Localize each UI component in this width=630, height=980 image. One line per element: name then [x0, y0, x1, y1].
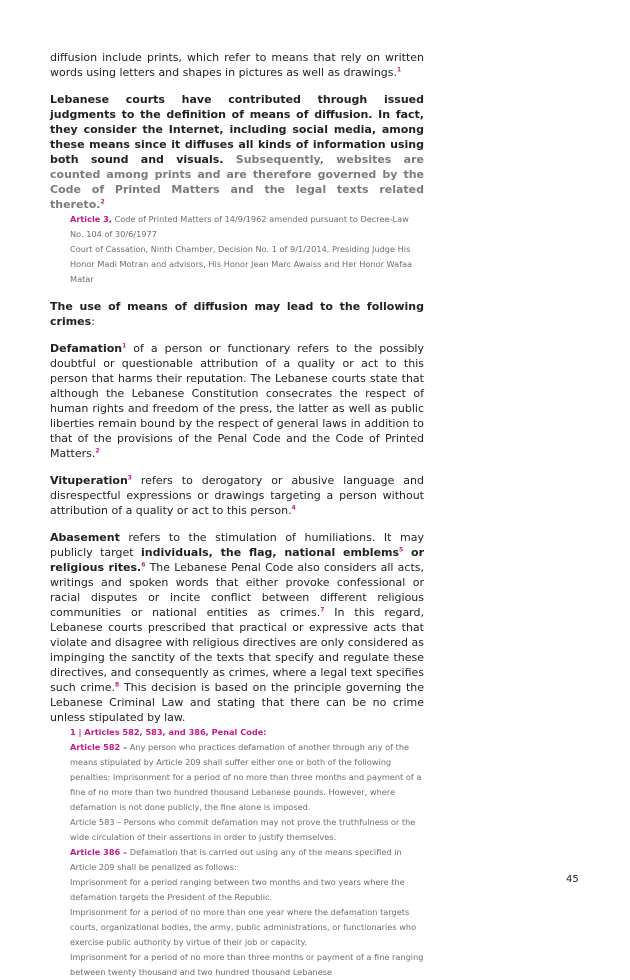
intro-paragraph — [50, 50, 424, 80]
footnote-ref[interactable]: 3 — [127, 474, 132, 482]
defamation-text: of a person or functionary refers to the possibly doubtful or questionable attribution of a quality or act to this person that harms their reputation. The Lebanese courts state that although the Lebanese Constitution consecrates the respect of human rights and freedom of the press, the latter as well as public liberties remain bound by the respect of general laws in addition to that of the provisions of the Penal Code and the Code of Printed Matters. — [50, 342, 424, 460]
footnote-penalty-2: Imprisonment for a period of no more than one year where the defamation targets courts, organizational bodies, the army, public administrations, or functionaries who exercise public authority by virtue of their job or capacity. — [70, 907, 417, 947]
footnote-text: Code of Printed Matters of 14/9/1962 amended pursuant to Decree-Law No. 104 of 30/6/1977 — [70, 214, 409, 239]
footnote-ref[interactable]: 2 — [100, 198, 105, 206]
footnote-label: Article 386 – — [70, 847, 128, 857]
footnote-label: Article 582 – — [70, 742, 128, 752]
vituperation-paragraph — [50, 473, 424, 518]
vituperation-text: refers to derogatory or abusive language and disrespectful expressions or drawings targeting a person without attribution of a quality or act to this person. — [50, 474, 424, 517]
footnote-ref[interactable]: 1 — [397, 66, 402, 74]
abasement-bold-1: individuals, the flag, national emblems — [141, 546, 400, 559]
footnote-penalty-3: Imprisonment for a period of no more than three months or payment of a fine ranging between twenty thousand and two hundred thousand Lebanese — [70, 952, 424, 977]
crimes-heading: The use of means of diffusion may lead to the following crimes: — [50, 300, 424, 328]
abasement-bold-2: or religious rites. — [50, 546, 424, 574]
footnote-ref[interactable]: 5 — [399, 546, 404, 554]
intro-text: diffusion include prints, which refer to means that rely on written words using letters and shapes in pictures as well as drawings. — [50, 51, 424, 79]
footnote-block-top — [70, 212, 424, 287]
abasement-paragraph: Abasement refers to the stimulation of humiliations. It may publicly target individuals, the flag, national emblems$^5$ or religious rites.$^6$ The Lebanese Penal Code also considers all acts, writings and spoken words that either provoke confessional or racial disputes or incite conflict between different religious communities or national entities as crimes.$^7$ In this regard, Lebanese courts prescribed that practical or expressive acts that violate and disagree with religious directives are only considered as impinging the sanctity of the texts that specify and regulate these directives, and consequently as crimes, where a legal text specifies such crime.$^8$ This decision is based on the principle governing the Lebanese Criminal Law and stating that there can be no crime unless stipulated by law. — [50, 531, 424, 724]
page-content — [50, 50, 424, 980]
footnote-ref[interactable]: 2 — [95, 447, 100, 455]
vituperation-term: Vituperation — [50, 474, 128, 487]
footnote-article-386: Article 386 – Defamation that is carried out using any of the means specified in Article 209 shall be penalized as follows: — [70, 847, 402, 872]
footnote-ref[interactable]: 1 — [122, 342, 127, 350]
courts-gray-text: Subsequently, websites are counted among prints and are therefore governed by the Code of Printed Matters and the legal texts related thereto. — [50, 153, 424, 211]
footnote-label: Article 3, — [70, 214, 112, 224]
footnote-ref[interactable]: 8 — [115, 681, 120, 689]
courts-paragraph — [50, 92, 424, 212]
crimes-heading-text: The use of means of diffusion may lead to the following crimes — [50, 300, 424, 328]
footnote-article-582: Article 582 – Any person who practices defamation of another through any of the means stipulated by Article 209 shall suffer either one or both of the following penalties: Imprisonment for a period of no more than three months and payment of a fine of no more than two hundred thousand Lebanese pounds. However, where defamation is not done publicly, the fine alone is imposed. — [70, 742, 422, 812]
footnote-ref[interactable]: 6 — [141, 561, 146, 569]
abasement-term: Abasement — [50, 531, 120, 544]
footnote-penalty-1: Imprisonment for a period ranging between two months and two years where the defamation targets the President of the Republic. — [70, 877, 405, 902]
footnote-article-583: Article 583 – Persons who commit defamation may not prove the truthfulness or the wide circulation of their assertions in order to justify themselves. — [70, 817, 416, 842]
footnote-ref[interactable]: 4 — [291, 504, 296, 512]
footnote-ref[interactable]: 7 — [320, 606, 325, 614]
page-number: 45 — [566, 874, 579, 885]
footnote-block-bottom — [70, 725, 424, 980]
footnote-1 — [70, 212, 424, 242]
footnote-heading: 1 | Articles 582, 583, and 386, Penal Code: — [70, 727, 267, 737]
defamation-term: Defamation — [50, 342, 123, 355]
defamation-paragraph — [50, 341, 424, 461]
footnote-2: Court of Cassation, Ninth Chamber, Decision No. 1 of 9/1/2014, Presiding Judge His Honor Madi Motran and advisors, His Honor Jean Marc Awaiss and Her Honor Wafaa Matar — [70, 244, 413, 284]
courts-bold-text: Lebanese courts have contributed through issued judgments to the definition of means of diffusion. In fact, they consider the Internet, including social media, among these means since it diffuses all kinds of information using both sound and visuals. — [50, 93, 424, 166]
